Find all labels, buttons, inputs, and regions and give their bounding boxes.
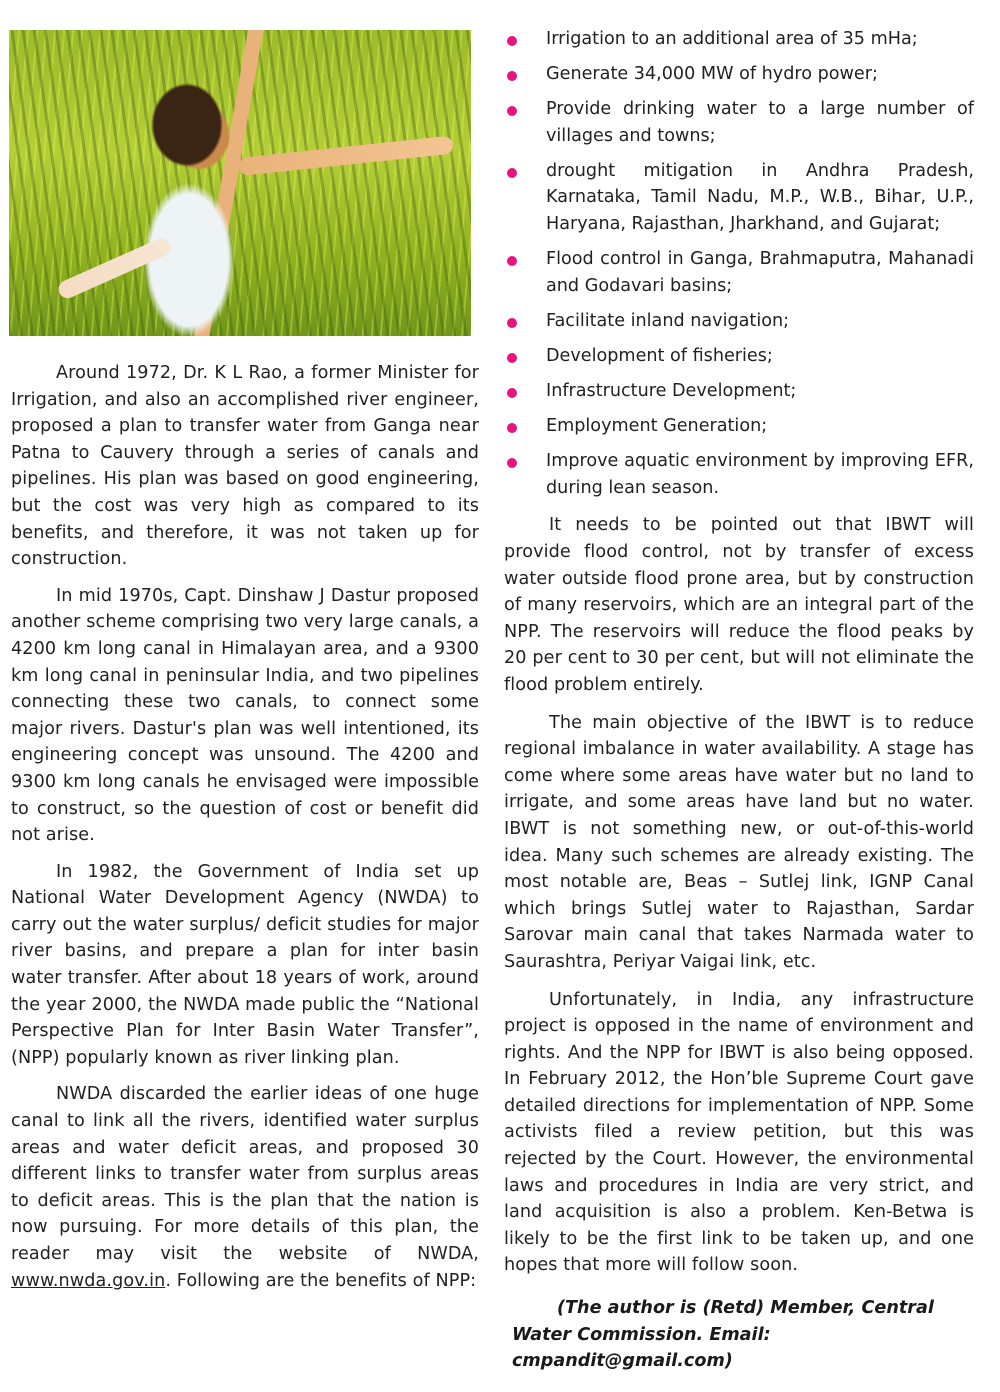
list-item: Employment Generation; [504, 413, 974, 440]
nwda-website-link[interactable]: www.nwda.gov.in [11, 1270, 166, 1291]
list-item: Improve aquatic environment by improving EFR, during lean season. [504, 448, 974, 501]
bullet-dot-icon [507, 256, 517, 266]
paragraph-main-objective: The main objective of the IBWT is to reduce regional imbalance in water availability. A stage has come where some areas have water but no land to irrigate, and some areas have land but no water. IBWT is not something new, or out-of-this-world idea. Many such schemes are already existing. The most notable are, Beas – Sutlej link, IGNP Canal which brings Sutlej water to Rajasthan, Sardar Sarovar main canal that takes Narmada water to Saurashtra, Periyar Vaigai link, etc. [504, 712, 974, 972]
list-item: Facilitate inland navigation; [504, 308, 974, 335]
paragraph-nwda-links [11, 1081, 479, 1294]
right-column [504, 26, 974, 1392]
paragraph-nwda-setup: In 1982, the Government of India set up National Water Development Agency (NWDA) to carry out the water surplus/ deficit studies for major river basins, and prepare a plan for inter basin water transfer. After about 18 years of work, around the year 2000, the NWDA made public the “National Perspective Plan for Inter Basin Water Transfer”, (NPP) popularly known as river linking plan. [11, 861, 479, 1068]
girl-in-wheat-field-photo [9, 30, 471, 336]
list-item: Development of fisheries; [504, 343, 974, 370]
left-column [11, 30, 479, 1294]
list-item: Generate 34,000 MW of hydro power; [504, 61, 974, 88]
author-credit: (The author is (Retd) Member, Central Water Commission. Email: cmpandit@gmail.com) [512, 1298, 934, 1372]
paragraph-text-before-link: NWDA discarded the earlier ideas of one huge canal to link all the rivers, identified water surplus areas and water deficit areas, and proposed 30 different links to transfer water from surplus areas to deficit areas. This is the plan that the nation is now pursuing. For more details of this plan, the reader may visit the website of NWDA, [11, 1084, 479, 1264]
paragraph-dastur: In mid 1970s, Capt. Dinshaw J Dastur proposed another scheme comprising two very large canals, a 4200 km long canal in Himalayan area, and a 9300 km long canal in peninsular India, and two pipelines connecting these two canals, to connect some major rivers. Dastur's plan was well intentioned, its engineering concept was unsound. The 4200 and 9300 km long canals he envisaged were impossible to construct, so the question of cost or benefit did not arise. [11, 585, 479, 846]
paragraph-kl-rao: Around 1972, Dr. K L Rao, a former Minister for Irrigation, and also an accomplished river engineer, proposed a plan to transfer water from Ganga near Patna to Cauvery through a series of canals and pipelines. His plan was based on good engineering, but the cost was very high as compared to its benefits, and therefore, it was not taken up for construction. [11, 363, 479, 570]
list-item: Irrigation to an additional area of 35 mHa; [504, 26, 974, 53]
list-item: Provide drinking water to a large number of villages and towns; [504, 96, 974, 149]
bullet-dot-icon [507, 168, 517, 178]
bullet-dot-icon [507, 388, 517, 398]
bullet-dot-icon [507, 318, 517, 328]
bullet-dot-icon [507, 458, 517, 468]
list-item: Flood control in Ganga, Brahmaputra, Mahanadi and Godavari basins; [504, 246, 974, 299]
bullet-dot-icon [507, 423, 517, 433]
list-item: drought mitigation in Andhra Pradesh, Karnataka, Tamil Nadu, M.P., W.B., Bihar, U.P., Haryana, Rajasthan, Jharkhand, and Gujarat; [504, 158, 974, 238]
bullet-dot-icon [507, 71, 517, 81]
photo-arm-left [56, 236, 173, 301]
paragraph-flood-control: It needs to be pointed out that IBWT will provide flood control, not by transfer of excess water outside flood prone area, but by construction of many reservoirs, which are an integral part of the NPP. The reservoirs will reduce the flood peaks by 20 per cent to 30 per cent, but will not eliminate the flood problem entirely. [504, 515, 974, 695]
bullet-dot-icon [507, 36, 517, 46]
bullet-dot-icon [507, 353, 517, 363]
npp-benefits-list [504, 26, 974, 501]
paragraph-text-after-link: . Following are the benefits of NPP: [165, 1270, 477, 1291]
bullet-dot-icon [507, 106, 517, 116]
list-item: Infrastructure Development; [504, 378, 974, 405]
paragraph-opposition: Unfortunately, in India, any infrastructure project is opposed in the name of environment and rights. And the NPP for IBWT is also being opposed. In February 2012, the Hon’ble Supreme Court gave detailed directions for implementation of NPP. Some activists filed a review petition, but this was rejected by the Court. However, the environmental laws and procedures in India are very strict, and land acquisition is also a problem. Ken-Betwa is likely to be the first link to be taken up, and one hopes that more will follow soon. [504, 989, 974, 1276]
photo-arm-right [238, 136, 454, 176]
